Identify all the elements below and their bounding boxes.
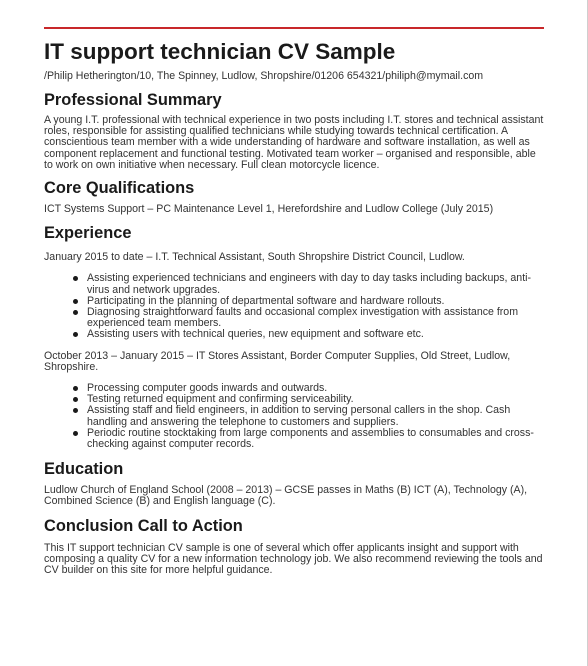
conclusion-text: This IT support technician CV sample is one of several which offer applicants insight and support with composing a quality CV for a new information technology job. We also recommend reviewing the tools and CV builder on this site for more helpful guidance. (44, 541, 543, 577)
list-item: Testing returned equipment and confirming serviceability. (87, 394, 544, 405)
summary-text: A young I.T. professional with technical experience in two posts including I.T. stores and technical assistant roles, responsible for assisting qualified technicians while studying towards technical certification. A conscientious team member with a wide understanding of hardware and software installation, as well as component replacement and functional testing. Motivated team worker – organised and responsible, able to work on own initiative when necessary. Full clean motorcycle licence. (44, 114, 544, 171)
qualifications-heading: Core Qualifications (44, 179, 195, 198)
job-entry (44, 252, 544, 340)
list-item: Processing computer goods inwards and outwards. (87, 383, 544, 394)
page-title: IT support technician CV Sample (44, 39, 396, 64)
list-item: Periodic routine stocktaking from large components and assemblies to consumables and cross-checking against computer records. (87, 428, 544, 450)
education-section (44, 458, 544, 507)
conclusion-section (44, 515, 544, 577)
job-title: January 2015 to date – I.T. Technical Assistant, South Shropshire District Council, Ludlow. (44, 251, 465, 264)
experience-section (44, 222, 544, 450)
list-item: Assisting staff and field engineers, in addition to serving personal callers in the shop. Cash handling and answering the telephone to customers and suppliers. (87, 405, 544, 427)
experience-heading: Experience (44, 224, 132, 243)
list-item: Assisting users with technical queries, new equipment and software etc. (87, 329, 544, 340)
qualifications-section (44, 177, 544, 215)
job-duties-list (44, 383, 544, 450)
list-item: Participating in the planning of departmental software and hardware rollouts. (87, 296, 544, 307)
job-entry (44, 351, 544, 451)
header-rule (44, 27, 544, 29)
list-item: Assisting experienced technicians and engineers with day to day tasks including backups, anti-virus and network upgrades. (87, 273, 544, 295)
job-duties-list (44, 273, 544, 340)
job-title: October 2013 – January 2015 – IT Stores Assistant, Border Computer Supplies, Old Street, Ludlow, Shropshire. (44, 349, 511, 373)
list-item: Diagnosing straightforward faults and occasional complex investigation with assistance from experienced team members. (87, 307, 544, 329)
cv-content (44, 38, 544, 576)
summary-section (44, 89, 544, 171)
conclusion-heading: Conclusion Call to Action (44, 516, 243, 535)
education-heading: Education (44, 460, 124, 479)
contact-line: /Philip Hetherington/10, The Spinney, Ludlow, Shropshire/01206 654321/philiph@mymail.com (44, 70, 484, 82)
summary-heading: Professional Summary (44, 91, 222, 109)
education-text: Ludlow Church of England School (2008 – 2013) – GCSE passes in Maths (B) ICT (A), Technology (A), Combined Science (B) and English language (C). (44, 484, 528, 508)
qualifications-text: ICT Systems Support – PC Maintenance Level 1, Herefordshire and Ludlow College (July 2015) (44, 203, 494, 216)
